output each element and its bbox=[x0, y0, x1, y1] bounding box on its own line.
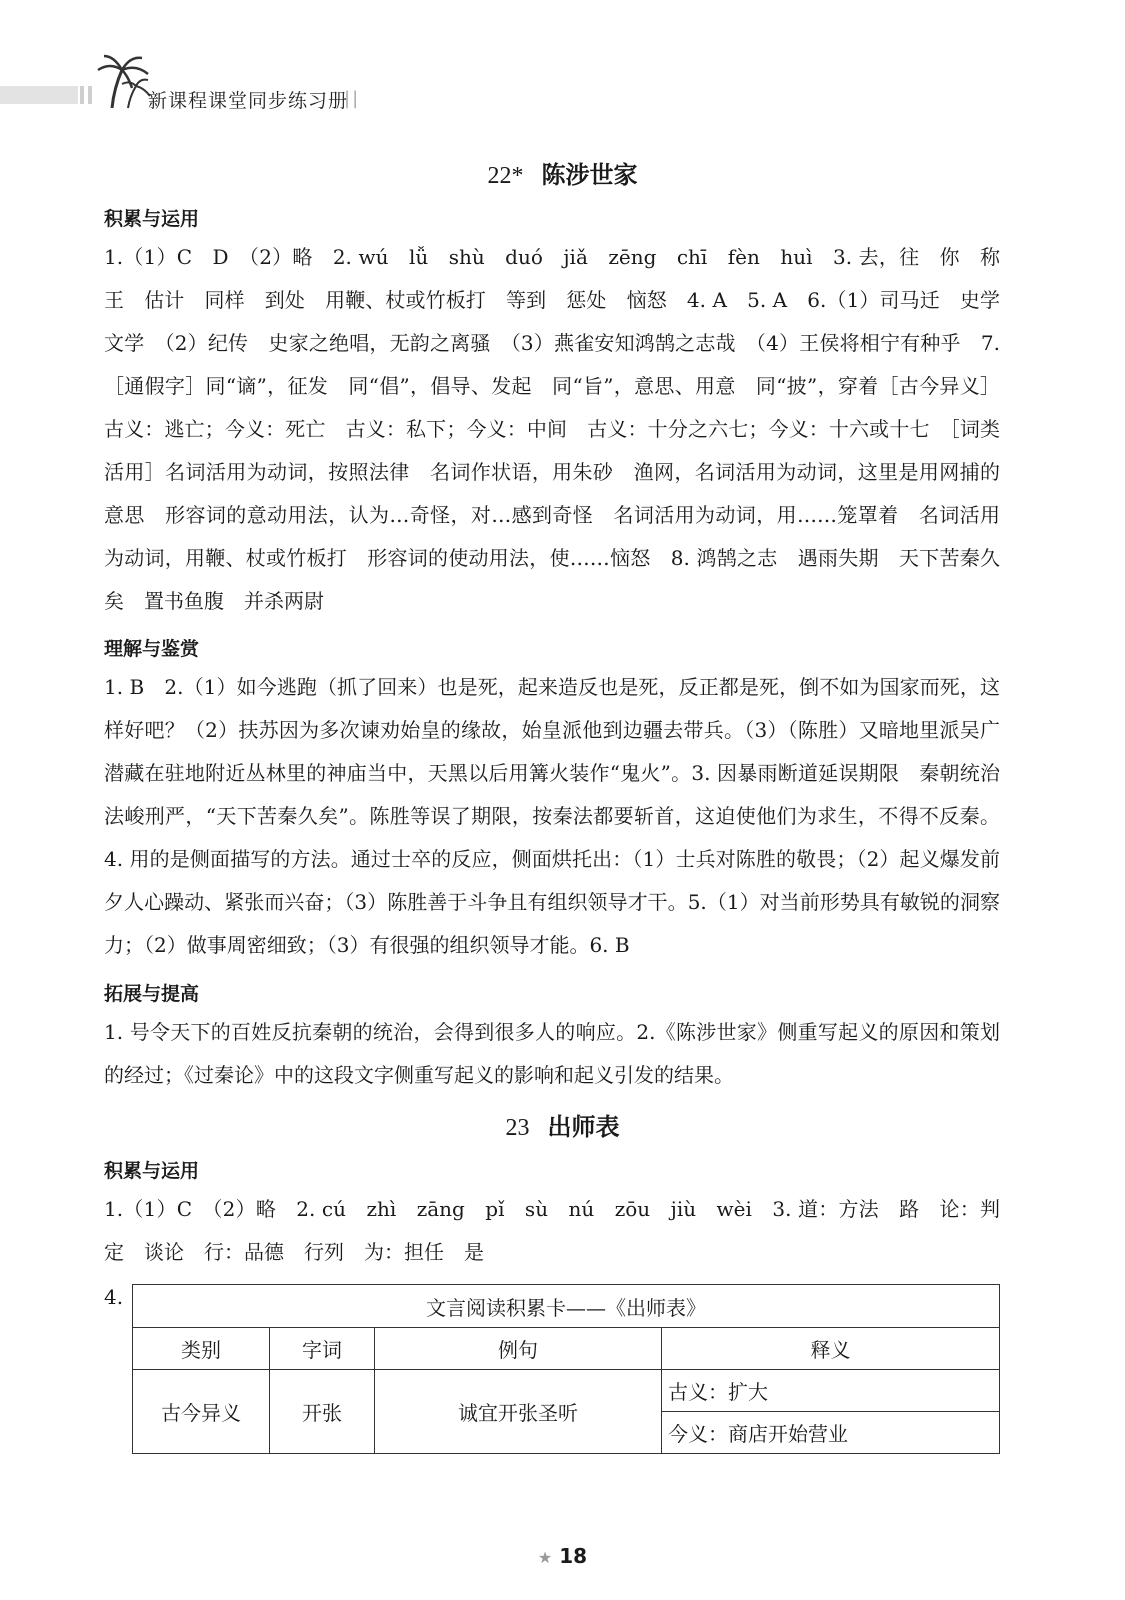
table-caption: 文言阅读积累卡——《出师表》 bbox=[133, 1285, 1000, 1328]
table-header: 字词 bbox=[270, 1328, 375, 1370]
table-cell: 古义：扩大 bbox=[662, 1370, 1000, 1412]
table-header: 类别 bbox=[133, 1328, 270, 1370]
lesson-name: 出师表 bbox=[547, 1113, 620, 1141]
table-header: 释义 bbox=[662, 1328, 1000, 1370]
answer-paragraph: 1.（1）C （2）略 2. cú zhì zāng pǐ sù nú zōu jiù wèi 3. 道：方法 路 论：判定 谈论 行：品德 行列 为：担任 是 bbox=[104, 1197, 1000, 1264]
book-title: 新课程课堂同步练习册 bbox=[148, 90, 349, 112]
lesson-name: 陈涉世家 bbox=[541, 161, 638, 189]
header-bar bbox=[0, 86, 78, 104]
star-icon: ★ bbox=[537, 1548, 553, 1567]
page-footer bbox=[0, 1544, 1125, 1568]
header-end-mark: || bbox=[344, 88, 361, 109]
table-cell: 开张 bbox=[270, 1370, 375, 1454]
section-heading: 积累与运用 bbox=[104, 1160, 200, 1182]
section-heading: 积累与运用 bbox=[104, 208, 200, 230]
example-sentence: 诚宜开张圣听 bbox=[458, 1401, 578, 1425]
header-divider bbox=[80, 86, 84, 104]
lesson-number: 22* bbox=[487, 163, 524, 189]
answer-paragraph: 1. 号令天下的百姓反抗秦朝的统治，会得到很多人的响应。2.《陈涉世家》侧重写起义的原因和策划的经过；《过秦论》中的这段文字侧重写起义的影响和起义引发的结果。 bbox=[104, 1020, 1000, 1087]
palm-tree-icon bbox=[92, 52, 154, 110]
table-cell: 今义：商店开始营业 bbox=[662, 1412, 1000, 1454]
lesson-number: 23 bbox=[505, 1115, 530, 1141]
table-cell: 古今异义 bbox=[133, 1370, 270, 1454]
table-header: 例句 bbox=[375, 1328, 662, 1370]
accumulation-card-table bbox=[132, 1284, 1000, 1454]
table-cell-example bbox=[375, 1370, 662, 1454]
answer-paragraph: 1. B 2.（1）如今逃跑（抓了回来）也是死，起来造反也是死，反正都是死，倒不如为国家而死，这样好吧？（2）扶苏因为多次谏劝始皇的缘故，始皇派他到边疆去带兵。（3）（陈胜）又暗地里派吴广潜藏在驻地附近丛林里的神庙当中，天黑以后用篝火装作“鬼火”。3. 因暴雨断道延误期限 秦朝统治法峻刑严，“天下苦秦久矣”。陈胜等误了期限，按秦法都要斩首，这迫使他们为求生，不得不反秦。4. 用的是侧面描写的方法。通过士卒的反应，侧面烘托出：（1）士兵对陈胜的敬畏；（2）起义爆发前夕人心躁动、紧张而兴奋；（3）陈胜善于斗争且有组织领导才干。5.（1）对当前形势具有敏锐的洞察力；（2）做事周密细致；（3）有很强的组织领导才能。6. B bbox=[104, 675, 1000, 957]
lesson-22-title bbox=[0, 155, 1125, 190]
section-heading: 拓展与提高 bbox=[104, 983, 200, 1005]
answer-paragraph: 1.（1）C D （2）略 2. wú lǚ shù duó jiǎ zēng chī fèn huì 3. 去，往 你 称王 估计 同样 到处 用鞭、杖或竹板打 等到 惩处 恼怒 4. A 5. A 6.（1）司马迁 史学 文学 （2）纪传 史家之绝唱，无韵之离骚 （3）燕雀安知鸿鹄之志哉 （4）王侯将相宁有种乎 7.［通假字］同“谪”，征发 同“倡”，倡导、发起 同“旨”，意思、用意 同“披”，穿着［古今异义］古义：逃亡；今义：死亡 古义：私下；今义：中间 古义：十分之六七；今义：十六或十七 ［词类活用］名词活用为动词，按照法律 名词作状语，用朱砂 渔网，名词活用为动词，这里是用网捕的意思 形容词的意动用法，认为…奇怪，对…感到奇怪 名词活用为动词，用……笼罩着 名词活用为动词，用鞭、杖或竹板打 形容词的使动用法，使……恼怒 8. 鸿鹄之志 遇雨失期 天下苦秦久矣 置书鱼腹 并杀两尉 bbox=[104, 245, 1020, 613]
question-number: 4. bbox=[104, 1285, 124, 1309]
section-heading: 理解与鉴赏 bbox=[104, 638, 200, 660]
lesson-23-title bbox=[0, 1107, 1125, 1142]
page-number: 18 bbox=[559, 1544, 588, 1568]
